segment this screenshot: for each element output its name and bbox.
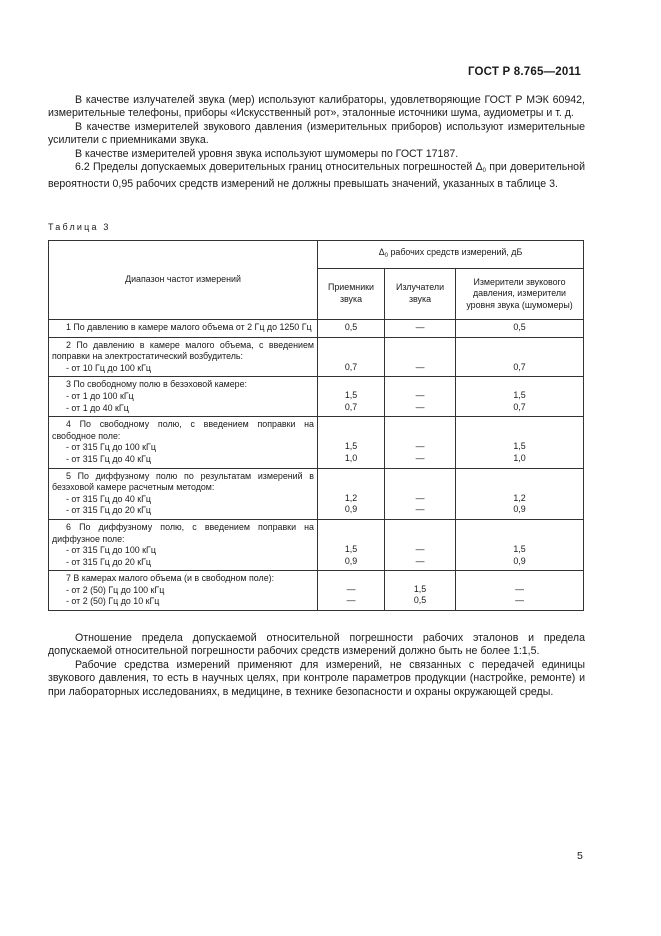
value: 1,2 [344, 492, 358, 503]
value: — [346, 595, 356, 606]
value-cell [456, 377, 584, 417]
value: — [415, 401, 425, 412]
value: 0,5 [413, 595, 427, 606]
range-subitem: - от 2 (50) Гц до 100 кГц [66, 584, 165, 595]
paragraph-6-2: 6.2 Пределы допускаемых доверительных границ относительных погрешностей Δ0 при доверительной вероятности 0,95 рабочих средств измерений не должны превышать значений, указанных в таблице 3. [48, 161, 585, 191]
value-cell [456, 468, 584, 519]
value: — [415, 322, 425, 332]
value-cell [385, 519, 456, 570]
value: 0,7 [344, 401, 358, 412]
value-cell [456, 320, 584, 338]
value: 0,9 [344, 504, 358, 515]
value: — [415, 389, 425, 400]
value: 0,9 [513, 555, 526, 566]
paragraph: Отношение предела допускаемой относительной погрешности рабочих эталонов и предела допускаемой относительной погрешности рабочих средств измерений должно быть не более 1:1,5. [48, 632, 585, 658]
value-cell [456, 337, 584, 377]
document-header: ГОСТ Р 8.765—2011 [467, 66, 581, 78]
table-row [49, 320, 584, 338]
value: — [346, 583, 356, 594]
table-row [49, 571, 584, 611]
value: 0,7 [513, 401, 526, 412]
range-title: 5 По диффузному полю по результатам измерений в безэховой камере расчетным методом: [52, 470, 314, 493]
value-cell [385, 337, 456, 377]
range-cell [49, 320, 318, 338]
value: 0,7 [344, 361, 358, 372]
value: 0,5 [344, 322, 358, 332]
value: 1,2 [513, 492, 526, 503]
value-cell [318, 519, 385, 570]
header-receivers: Приемники звука [318, 269, 385, 320]
outro-text [48, 632, 585, 699]
value: — [415, 544, 425, 555]
value: 1,5 [344, 389, 358, 400]
header-emitters: Излучатели звука [385, 269, 456, 320]
header-meters: Измерители звукового давления, измерители уровня звука (шумомеры) [456, 269, 584, 320]
value: 1,5 [344, 441, 358, 452]
value-cell [385, 417, 456, 468]
range-subitem: - от 315 Гц до 40 кГц [66, 493, 152, 504]
table-label: Таблица 3 [48, 222, 111, 232]
range-title: 7 В камерах малого объема (и в свободном поле): [66, 573, 275, 584]
value-cell [385, 377, 456, 417]
paragraph: В качестве измерителей звукового давления (измерительных приборов) используют измерительные усилители с приемниками звука. [48, 120, 585, 147]
header-range: Диапазон частот измерений [49, 241, 318, 320]
value-cell [385, 468, 456, 519]
value-cell [318, 417, 385, 468]
range-subitem: - от 315 Гц до 20 кГц [66, 556, 152, 567]
value: 1,5 [513, 441, 526, 452]
value: 0,9 [344, 555, 358, 566]
header-group: $\Delta_0$ рабочих средств измерений, дБ [318, 241, 584, 269]
range-cell [49, 571, 318, 611]
value: 0,9 [513, 504, 526, 515]
value: — [415, 555, 425, 566]
value: — [415, 504, 425, 515]
value: 0,7 [513, 361, 526, 372]
value: 1,0 [513, 452, 526, 463]
delta-symbol: Δ0 [475, 161, 486, 175]
value: 0,5 [513, 322, 526, 332]
value: 1,5 [513, 389, 526, 400]
range-title: 1 По давлению в камере малого объема от 2 Гц до 1250 Гц [66, 322, 312, 332]
table-row [49, 519, 584, 570]
range-cell [49, 468, 318, 519]
range-subitem: - от 2 (50) Гц до 10 кГц [66, 596, 160, 607]
range-cell [49, 519, 318, 570]
value: 1,5 [344, 544, 358, 555]
page-number: 5 [577, 850, 583, 862]
range-subitem: - от 1 до 100 кГц [66, 390, 134, 401]
range-title: 6 По диффузному полю, с введением поправки на диффузное поле: [52, 521, 314, 544]
range-cell [49, 417, 318, 468]
range-subitem: - от 1 до 40 кГц [66, 402, 129, 413]
table-row [49, 468, 584, 519]
range-cell [49, 377, 318, 417]
value: 1,0 [344, 452, 358, 463]
value-cell [385, 571, 456, 611]
range-subitem: - от 10 Гц до 100 кГц [66, 362, 152, 373]
value: — [415, 452, 425, 463]
range-subitem: - от 315 Гц до 20 кГц [66, 505, 152, 516]
range-title: 2 По давлению в камере малого объема, с введением поправки на электростатический возбудитель: [52, 339, 314, 362]
value-cell [385, 320, 456, 338]
range-title: 4 По свободному полю, с введением поправки на свободное поле: [52, 419, 314, 441]
table-body [49, 320, 584, 611]
table-row [49, 337, 584, 377]
paragraph: Рабочие средства измерений применяют для измерений, не связанных с передачей единицы звукового давления, то есть в научных целях, при контроле параметров продукции (настройке, ремонте) и при лабораторных исследованиях, в медицине, в технике безопасности и охраны окружающей среды. [48, 658, 585, 698]
value-cell [456, 571, 584, 611]
value: 1,5 [413, 583, 427, 594]
table-row [49, 377, 584, 417]
value: — [515, 583, 524, 594]
range-subitem: - от 315 Гц до 100 кГц [66, 442, 156, 453]
accuracy-table [48, 240, 584, 611]
value: — [415, 441, 425, 452]
value: 1,5 [513, 544, 526, 555]
paragraph: В качестве измерителей уровня звука используют шумомеры по ГОСТ 17187. [75, 147, 459, 160]
value: — [415, 492, 425, 503]
value-cell [318, 337, 385, 377]
table-row [49, 417, 584, 468]
paragraph: В качестве излучателей звука (мер) используют калибраторы, удовлетворяющие ГОСТ Р МЭК 60942, измерительные телефоны, приборы «Искусственный рот», эталонные источники шума, аудиометры и т. д. [48, 94, 585, 120]
range-subitem: - от 315 Гц до 40 кГц [66, 453, 152, 464]
value-cell [456, 519, 584, 570]
value-cell [318, 377, 385, 417]
value: — [415, 361, 425, 372]
range-cell [49, 337, 318, 377]
value-cell [318, 468, 385, 519]
range-title: 3 По свободному полю в безэховой камере: [66, 379, 248, 390]
value: — [515, 595, 524, 606]
intro-text [48, 94, 585, 192]
value-cell [318, 320, 385, 338]
value-cell [318, 571, 385, 611]
range-subitem: - от 315 Гц до 100 кГц [66, 545, 156, 556]
value-cell [456, 417, 584, 468]
